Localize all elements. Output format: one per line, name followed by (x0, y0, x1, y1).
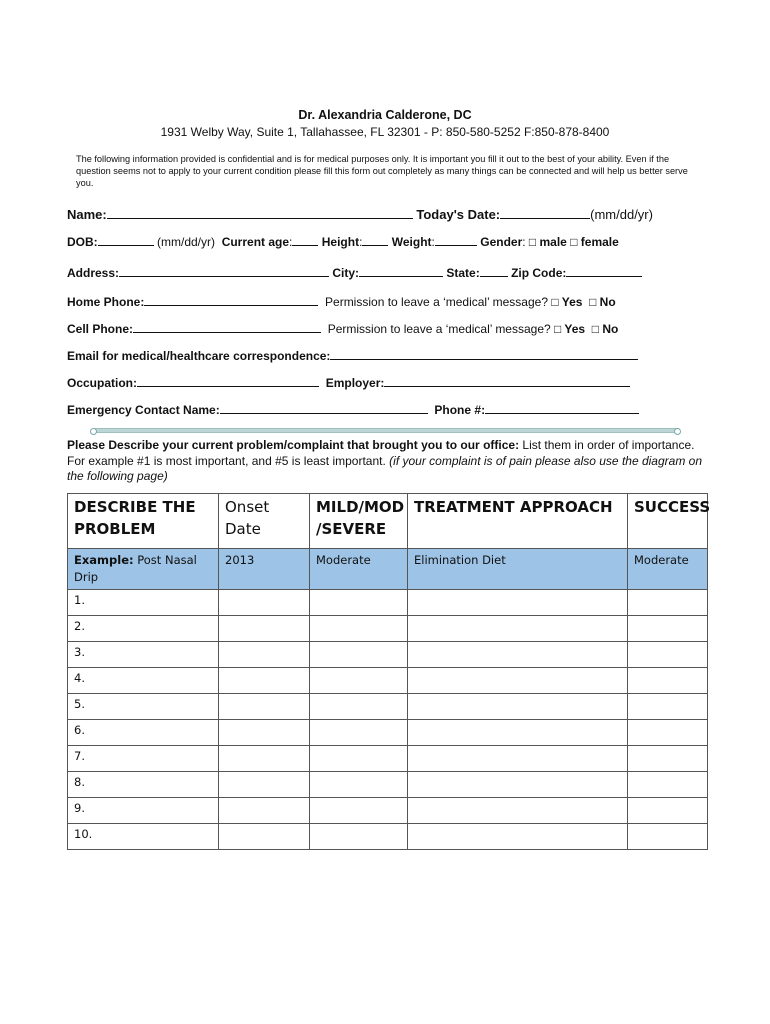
state-field[interactable] (480, 265, 508, 277)
employer-label: Employer: (325, 376, 385, 390)
row-severity-cell[interactable] (310, 824, 408, 850)
row-severity-cell[interactable] (310, 798, 408, 824)
home-permission-text: Permission to leave a ‘medical’ message? (325, 295, 549, 309)
row-problem-cell[interactable]: 1. (68, 590, 219, 616)
cell-phone-row (67, 321, 717, 336)
example-treatment: Elimination Diet (408, 549, 628, 590)
dob-field[interactable] (98, 234, 154, 246)
table-row (68, 616, 708, 642)
name-field[interactable] (107, 207, 413, 219)
height-field[interactable] (362, 234, 388, 246)
table-row (68, 590, 708, 616)
row-onset-cell[interactable] (219, 746, 310, 772)
example-onset: 2013 (219, 549, 310, 590)
row-severity-cell[interactable] (310, 694, 408, 720)
table-row (68, 798, 708, 824)
doctor-name: Dr. Alexandria Calderone, DC (298, 108, 472, 122)
table-row (68, 772, 708, 798)
state-label: State: (446, 266, 480, 280)
row-treatment-cell[interactable] (408, 746, 628, 772)
dob-format: (mm/dd/yr) (157, 235, 216, 249)
zip-field[interactable] (566, 265, 642, 277)
row-problem-cell[interactable]: 7. (68, 746, 219, 772)
table-row (68, 668, 708, 694)
occupation-field[interactable] (137, 375, 319, 387)
cell-phone-field[interactable] (133, 321, 321, 333)
employer-field[interactable] (384, 375, 630, 387)
row-severity-cell[interactable] (310, 720, 408, 746)
row-success-cell[interactable] (628, 798, 708, 824)
todays-date-field[interactable] (500, 207, 590, 219)
problem-instructions-text: List them in order of importance. For example #1 is most important, and #5 is least important. (67, 438, 695, 468)
row-problem-cell[interactable]: 10. (68, 824, 219, 850)
row-treatment-cell[interactable] (408, 798, 628, 824)
row-treatment-cell[interactable] (408, 694, 628, 720)
gender-female-checkbox[interactable]: □ female (570, 235, 619, 249)
row-onset-cell[interactable] (219, 798, 310, 824)
emergency-contact-field[interactable] (220, 402, 428, 414)
dob-row: DOB: (mm/dd/yr) Current age: Height: Weight: Gender: □ male □ female (67, 235, 619, 249)
row-success-cell[interactable] (628, 720, 708, 746)
problem-table (67, 493, 711, 850)
row-success-cell[interactable] (628, 616, 708, 642)
emergency-contact-label: Emergency Contact Name: (67, 403, 220, 417)
address-field[interactable] (119, 265, 329, 277)
row-success-cell[interactable] (628, 694, 708, 720)
home-phone-row (67, 294, 717, 309)
row-problem-cell[interactable]: 6. (68, 720, 219, 746)
row-onset-cell[interactable] (219, 616, 310, 642)
email-row (67, 348, 717, 363)
cell-permission-no[interactable]: □ No (591, 322, 619, 336)
row-treatment-cell[interactable] (408, 668, 628, 694)
row-severity-cell[interactable] (310, 772, 408, 798)
row-onset-cell[interactable] (219, 720, 310, 746)
home-phone-label: Home Phone: (67, 295, 145, 309)
row-treatment-cell[interactable] (408, 772, 628, 798)
cell-permission-yes[interactable]: □ Yes (554, 322, 586, 336)
problem-instructions-lead: Please Describe your current problem/complaint that brought you to our office: (67, 438, 520, 452)
home-permission-yes[interactable]: □ Yes (551, 295, 583, 309)
row-onset-cell[interactable] (219, 824, 310, 850)
name-label: Name: (67, 207, 107, 222)
current-age-field[interactable] (292, 234, 318, 246)
row-treatment-cell[interactable] (408, 720, 628, 746)
cell-phone-label: Cell Phone: (67, 322, 134, 336)
row-treatment-cell[interactable] (408, 590, 628, 616)
gender-label: Gender (480, 235, 523, 249)
row-severity-cell[interactable] (310, 746, 408, 772)
todays-date-format: (mm/dd/yr) (590, 207, 653, 222)
table-row (68, 694, 708, 720)
city-field[interactable] (359, 265, 443, 277)
divider-handle-right (674, 428, 681, 435)
emergency-row (67, 402, 717, 417)
problem-instructions (67, 438, 707, 485)
row-treatment-cell[interactable] (408, 616, 628, 642)
address-label: Address: (67, 266, 120, 280)
gender-male-checkbox[interactable]: □ male (528, 235, 567, 249)
row-problem-cell[interactable]: 8. (68, 772, 219, 798)
name-row (67, 207, 717, 222)
row-onset-cell[interactable] (219, 642, 310, 668)
row-success-cell[interactable] (628, 642, 708, 668)
home-phone-field[interactable] (144, 294, 318, 306)
section-divider (94, 428, 680, 433)
row-problem-cell[interactable]: 2. (68, 616, 219, 642)
row-treatment-cell[interactable] (408, 642, 628, 668)
row-success-cell[interactable] (628, 668, 708, 694)
table-row (68, 642, 708, 668)
table-row (68, 720, 708, 746)
example-row (68, 549, 708, 590)
emergency-phone-field[interactable] (485, 402, 639, 414)
dob-label: DOB: (67, 235, 98, 249)
office-address: 1931 Welby Way, Suite 1, Tallahassee, FL 32301 - P: 850-580-5252 F:850-878-8400 (160, 125, 610, 139)
row-onset-cell[interactable] (219, 694, 310, 720)
home-permission-no[interactable]: □ No (589, 295, 616, 309)
header-success: SUCCESS (628, 494, 708, 549)
weight-field[interactable] (435, 234, 477, 246)
row-problem-cell[interactable]: 4. (68, 668, 219, 694)
table-header-row (68, 494, 708, 549)
city-label: City: (332, 266, 360, 280)
confidentiality-notice: The following information provided is confidential and is for medical purposes only. It is important you fill it out to the best of your ability. Even if the question seems not to apply to your current condition please fill this form out completely as many things can be connected and will help us better serve you. (76, 154, 688, 188)
problem-instructions-note: (if your complaint is of pain please also use the diagram on the following page) (67, 453, 702, 483)
example-success: Moderate (628, 549, 708, 590)
row-onset-cell[interactable] (219, 668, 310, 694)
row-success-cell[interactable] (628, 824, 708, 850)
height-label: Height (321, 235, 360, 249)
email-field[interactable] (330, 348, 638, 360)
current-age-label: Current age (221, 235, 290, 249)
row-severity-cell[interactable] (310, 642, 408, 668)
email-label: Email for medical/healthcare correspondence: (67, 349, 331, 363)
zip-label: Zip Code: (511, 266, 567, 280)
table-row (68, 824, 708, 850)
row-treatment-cell[interactable] (408, 824, 628, 850)
occupation-label: Occupation: (67, 376, 138, 390)
row-problem-cell[interactable]: 5. (68, 694, 219, 720)
row-severity-cell[interactable] (310, 590, 408, 616)
address-row (67, 265, 717, 280)
row-severity-cell[interactable] (310, 668, 408, 694)
row-severity-cell[interactable] (310, 616, 408, 642)
row-onset-cell[interactable] (219, 772, 310, 798)
emergency-phone-label: Phone #: (434, 403, 486, 417)
row-success-cell[interactable] (628, 772, 708, 798)
row-problem-cell[interactable]: 9. (68, 798, 219, 824)
occupation-row (67, 375, 717, 390)
divider-handle-left (90, 428, 97, 435)
row-problem-cell[interactable]: 3. (68, 642, 219, 668)
todays-date-label: Today's Date: (416, 207, 501, 222)
row-success-cell[interactable] (628, 590, 708, 616)
header-describe: DESCRIBE THE PROBLEM (68, 494, 219, 549)
header-severity: MILD/MOD /SEVERE (310, 494, 408, 549)
cell-permission-text: Permission to leave a ‘medical’ message? (327, 322, 551, 336)
header-onset: Onset Date (219, 494, 310, 549)
example-problem: Example: Post Nasal Drip (68, 549, 219, 590)
weight-label: Weight (391, 235, 432, 249)
row-onset-cell[interactable] (219, 590, 310, 616)
row-success-cell[interactable] (628, 746, 708, 772)
table-row (68, 746, 708, 772)
header-treatment: TREATMENT APPROACH (408, 494, 628, 549)
example-severity: Moderate (310, 549, 408, 590)
